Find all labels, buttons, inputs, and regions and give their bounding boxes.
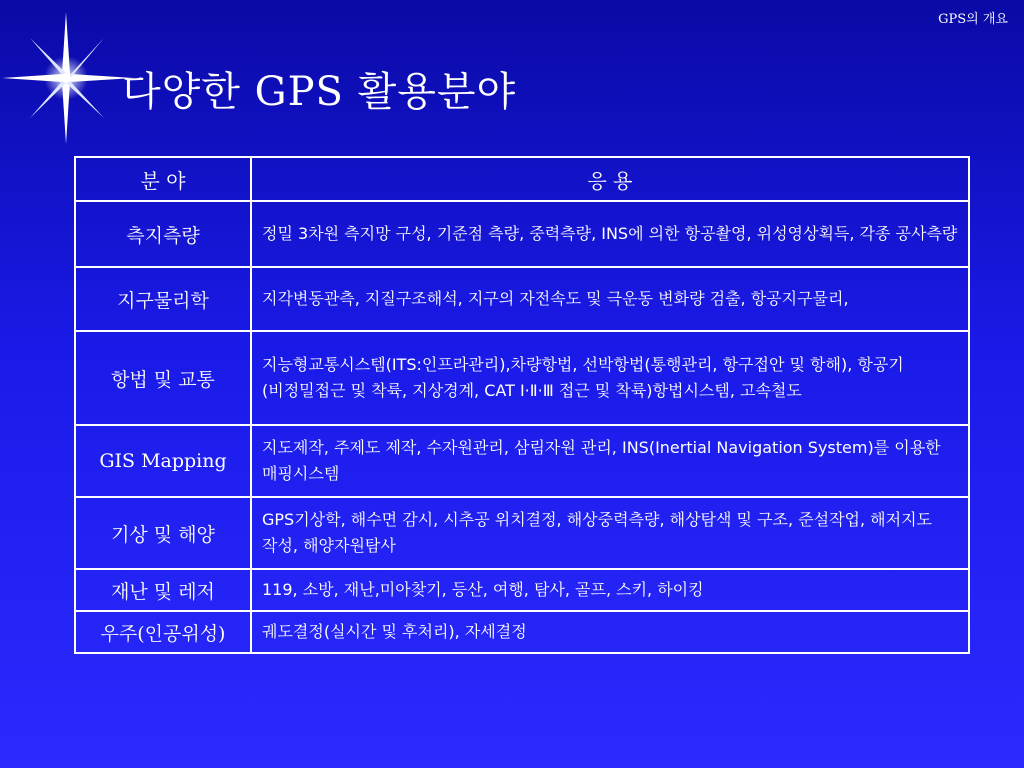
table-header-row bbox=[75, 157, 969, 201]
table-row bbox=[75, 497, 969, 569]
table-row bbox=[75, 331, 969, 425]
row-application: 정밀 3차원 측지망 구성, 기준점 측량, 중력측량, INS에 의한 항공촬영, 위성영상획득, 각종 공사측량 bbox=[251, 201, 969, 267]
row-application: 궤도결정(실시간 및 후처리), 자세결정 bbox=[251, 611, 969, 653]
row-field: 기상 및 해양 bbox=[75, 497, 251, 569]
header-field: 분 야 bbox=[75, 157, 251, 201]
table-row bbox=[75, 267, 969, 331]
row-application: 지능형교통시스템(ITS:인프라관리),차량항법, 선박항법(통행관리, 항구접안 및 항해), 항공기(비정밀접근 및 착륙, 지상경계, CAT Ⅰ·Ⅱ·Ⅲ 접근 및 착륙)항법시스템, 고속철도 bbox=[251, 331, 969, 425]
gps-applications-table bbox=[74, 156, 970, 654]
table-row bbox=[75, 569, 969, 611]
row-application: 119, 소방, 재난,미아찾기, 등산, 여행, 탐사, 골프, 스키, 하이킹 bbox=[251, 569, 969, 611]
row-application: 지각변동관측, 지질구조해석, 지구의 자전속도 및 극운동 변화량 검출, 항공지구물리, bbox=[251, 267, 969, 331]
table-row bbox=[75, 611, 969, 653]
row-application: 지도제작, 주제도 제작, 수자원관리, 삼림자원 관리, INS(Inertial Navigation System)를 이용한 매핑시스템 bbox=[251, 425, 969, 497]
row-field: 재난 및 레저 bbox=[75, 569, 251, 611]
row-field: 측지측량 bbox=[75, 201, 251, 267]
table-row bbox=[75, 425, 969, 497]
header-section-label: GPS의 개요 bbox=[938, 12, 1008, 27]
row-application: GPS기상학, 해수면 감시, 시추공 위치결정, 해상중력측량, 해상탐색 및 구조, 준설작업, 해저지도 작성, 해양자원탐사 bbox=[251, 497, 969, 569]
sparkle-star-icon bbox=[0, 8, 140, 148]
slide-title: 다양한 GPS 활용분야 bbox=[122, 69, 517, 115]
row-field: 우주(인공위성) bbox=[75, 611, 251, 653]
row-field: 지구물리학 bbox=[75, 267, 251, 331]
header-application: 응 용 bbox=[251, 157, 969, 201]
row-field: 항법 및 교통 bbox=[75, 331, 251, 425]
table-row bbox=[75, 201, 969, 267]
row-field: GIS Mapping bbox=[75, 425, 251, 497]
